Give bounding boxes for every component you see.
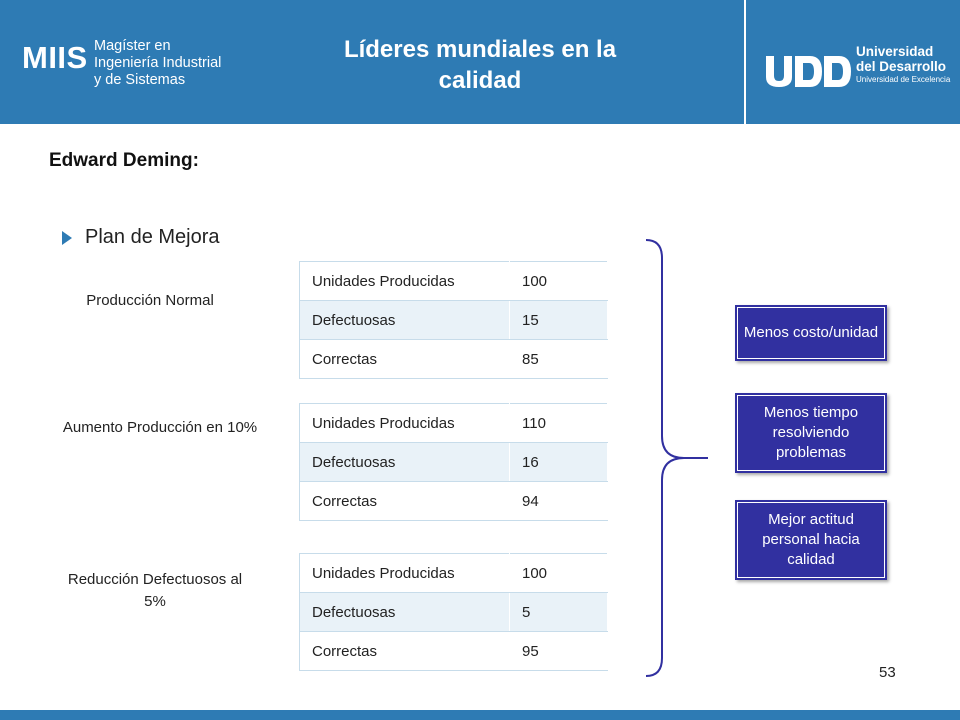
program-name-line-3: y de Sistemas	[94, 72, 186, 88]
table-cell: 110	[510, 404, 608, 443]
table-normal-production	[299, 261, 608, 379]
udd-logo-icon	[764, 52, 852, 88]
table-row	[300, 482, 608, 521]
footer-bar	[0, 710, 960, 720]
university-tagline: Universidad de Excelencia	[856, 75, 951, 84]
program-name-line-1: Magíster en	[94, 38, 171, 54]
table-cell: 100	[510, 554, 608, 593]
table-reduced-defects	[299, 553, 608, 671]
miis-logo: MIIS	[22, 40, 88, 75]
triangle-bullet-icon	[62, 231, 72, 245]
table-cell: Correctas	[300, 340, 510, 379]
table-cell: 15	[510, 301, 608, 340]
bullet-text: Plan de Mejora	[85, 226, 220, 248]
university-line-1: Universidad	[856, 44, 934, 59]
table-cell: Unidades Producidas	[300, 404, 510, 443]
table-cell: 5	[510, 593, 608, 632]
bullet-item	[62, 226, 220, 249]
table-cell: Defectuosas	[300, 593, 510, 632]
table-row	[300, 443, 608, 482]
table-increased-production	[299, 403, 608, 521]
table-cell: Defectuosas	[300, 443, 510, 482]
benefit-box-lower-cost: Menos costo/unidad	[735, 305, 887, 361]
table-row	[300, 262, 608, 301]
right-brace-icon	[640, 236, 710, 680]
table-cell: Correctas	[300, 632, 510, 671]
slide-title-line-1: Líderes mundiales en la	[343, 36, 617, 63]
table-cell: 94	[510, 482, 608, 521]
scenario-label-2: Aumento Producción en 10%	[62, 419, 258, 436]
university-name	[856, 44, 950, 85]
table-cell: Correctas	[300, 482, 510, 521]
slide-title	[300, 34, 660, 96]
table-row	[300, 340, 608, 379]
header-divider	[744, 0, 746, 124]
table-cell: 16	[510, 443, 608, 482]
table-cell: Defectuosas	[300, 301, 510, 340]
table-row	[300, 632, 608, 671]
program-name-line-2: Ingeniería Industrial	[94, 55, 222, 71]
benefit-box-less-time: Menos tiempo resolviendo problemas	[735, 393, 887, 473]
section-title: Edward Deming:	[49, 150, 199, 171]
header-bar	[0, 0, 960, 124]
table-row	[300, 301, 608, 340]
table-cell: 85	[510, 340, 608, 379]
benefit-box-better-attitude: Mejor actitud personal hacia calidad	[735, 500, 887, 580]
table-cell: 100	[510, 262, 608, 301]
table-cell: Unidades Producidas	[300, 262, 510, 301]
table-cell: Unidades Producidas	[300, 554, 510, 593]
table-row	[300, 404, 608, 443]
scenario-label-1: Producción Normal	[86, 292, 214, 309]
table-cell: 95	[510, 632, 608, 671]
table-row	[300, 554, 608, 593]
university-line-2: del Desarrollo	[856, 59, 947, 74]
program-name	[94, 38, 254, 89]
page-number: 53	[879, 664, 896, 681]
slide-title-line-2: calidad	[438, 67, 522, 94]
scenario-label-3: Reducción Defectuosos al 5%	[67, 571, 243, 610]
table-row	[300, 593, 608, 632]
